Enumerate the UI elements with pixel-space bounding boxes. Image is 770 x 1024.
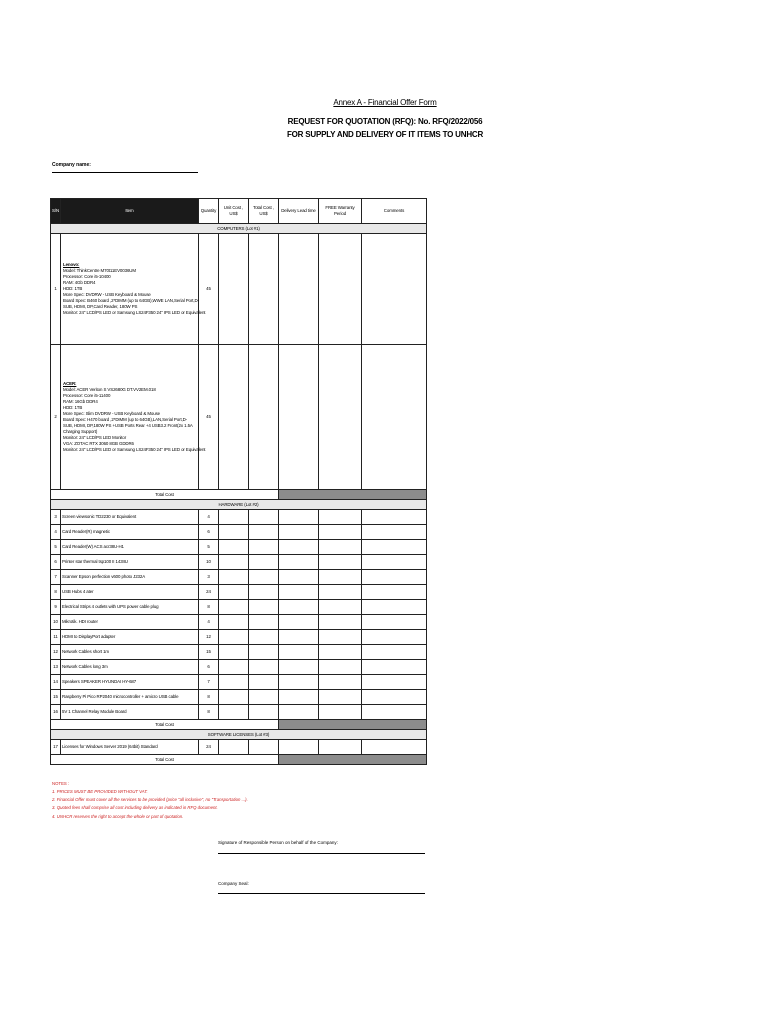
sn-cell: 14 bbox=[51, 675, 61, 690]
table-row bbox=[51, 675, 427, 690]
notes-block bbox=[52, 780, 248, 821]
spec-line: Model: ACER Veriton S VS2680G DT.VV2EM.018 bbox=[63, 387, 156, 393]
warranty-cell[interactable] bbox=[319, 555, 362, 570]
financial-offer-table bbox=[50, 198, 427, 765]
unit-cost-cell[interactable] bbox=[219, 690, 249, 705]
total-cost-cell[interactable] bbox=[249, 600, 279, 615]
delivery-cell[interactable] bbox=[279, 675, 319, 690]
comments-cell[interactable] bbox=[362, 645, 427, 660]
comments-cell[interactable] bbox=[362, 740, 427, 755]
quantity-cell: 45 bbox=[199, 234, 219, 345]
spec-line: SUB, HDMI, DP,Card Reader, 180W PS bbox=[63, 303, 138, 309]
spec-line: Processor: Core i5-10400 bbox=[63, 274, 111, 280]
unit-cost-cell[interactable] bbox=[219, 600, 249, 615]
unit-cost-cell[interactable] bbox=[219, 540, 249, 555]
quantity-cell: 10 bbox=[199, 555, 219, 570]
delivery-cell[interactable] bbox=[279, 555, 319, 570]
total-cost-cell[interactable] bbox=[249, 555, 279, 570]
note-item: 3. Quoted fees shall comprise all cost including delivery as indicated in RFQ document. bbox=[52, 805, 218, 811]
col-header-delivery: Delivery Lead time bbox=[279, 199, 319, 224]
item-cell: Card Reader(W) ACS acr38U-H1 bbox=[61, 540, 199, 555]
delivery-cell[interactable] bbox=[279, 660, 319, 675]
table-row bbox=[51, 510, 427, 525]
section-lot3-label: SOFTWARE LICENSES (Lot #3) bbox=[51, 730, 427, 740]
quantity-cell: 6 bbox=[199, 660, 219, 675]
comments-cell[interactable] bbox=[362, 585, 427, 600]
spec-line: More Spec: DVDRW - USB Keyboard & Mouse bbox=[63, 291, 151, 297]
signature-field[interactable] bbox=[218, 853, 425, 854]
quantity-cell: 15 bbox=[199, 645, 219, 660]
warranty-cell[interactable] bbox=[319, 570, 362, 585]
sn-cell: 2 bbox=[51, 345, 61, 490]
table-row bbox=[51, 615, 427, 630]
delivery-cell[interactable] bbox=[279, 585, 319, 600]
total-shaded-cell bbox=[279, 720, 427, 730]
total-cost-cell[interactable] bbox=[249, 585, 279, 600]
section-lot2 bbox=[51, 500, 427, 510]
spec-line: Processor: Core i5-11400 bbox=[63, 393, 111, 399]
spec-line: Monitor: 24" LCD/PS LED Monitor bbox=[63, 434, 127, 440]
spec-line: RAM: 16Gb DDR4 bbox=[63, 399, 98, 405]
signature-label: Signature of Responsible Person on behalf of the Company: bbox=[218, 840, 338, 845]
quantity-cell: 4 bbox=[199, 615, 219, 630]
total-cost-cell[interactable] bbox=[249, 740, 279, 755]
comments-cell[interactable] bbox=[362, 660, 427, 675]
total-shaded-cell bbox=[279, 755, 427, 765]
quantity-cell: 5 bbox=[199, 540, 219, 555]
sn-cell: 6 bbox=[51, 555, 61, 570]
section-lot1 bbox=[51, 224, 427, 234]
warranty-cell[interactable] bbox=[319, 615, 362, 630]
warranty-cell[interactable] bbox=[319, 234, 362, 345]
notes-heading: NOTES : bbox=[52, 781, 70, 786]
item-cell: Mikrotik. HDI router bbox=[61, 615, 199, 630]
section-lot2-label: HARDWARE (Lot #2) bbox=[51, 500, 427, 510]
total-cost-label: Total Cost bbox=[51, 720, 279, 730]
company-name-field[interactable] bbox=[52, 172, 198, 173]
delivery-cell[interactable] bbox=[279, 510, 319, 525]
col-header-quantity: Quantity bbox=[199, 199, 219, 224]
quantity-cell: 4 bbox=[199, 510, 219, 525]
brand-name: Lenovo: bbox=[63, 262, 80, 268]
spec-line: Board Spec: B460 board ,2*DIMM (up to 64GB),WWE LAN,Serial Port,D- bbox=[63, 297, 199, 303]
table-row bbox=[51, 540, 427, 555]
warranty-cell[interactable] bbox=[319, 345, 362, 490]
warranty-cell[interactable] bbox=[319, 645, 362, 660]
total-cost-label: Total Cost bbox=[51, 490, 279, 500]
comments-cell[interactable] bbox=[362, 570, 427, 585]
table-row bbox=[51, 705, 427, 720]
quantity-cell: 6 bbox=[199, 525, 219, 540]
unit-cost-cell[interactable] bbox=[219, 615, 249, 630]
item-cell: Network Cables short 1m bbox=[61, 645, 199, 660]
spec-line: RAM: 4Gb DDR4 bbox=[63, 280, 96, 286]
total-cost-cell[interactable] bbox=[249, 525, 279, 540]
lot1-label: COMPUTERS (Lot #1) bbox=[51, 224, 427, 234]
unit-cost-cell[interactable] bbox=[219, 570, 249, 585]
note-item: 1. PRICES MUST BE PROVIDED WITHOUT VAT. bbox=[52, 789, 148, 795]
total-cost-cell[interactable] bbox=[249, 570, 279, 585]
warranty-cell[interactable] bbox=[319, 540, 362, 555]
rfq-number: REQUEST FOR QUOTATION (RFQ): No. RFQ/2022/056 bbox=[287, 117, 483, 126]
delivery-cell[interactable] bbox=[279, 345, 319, 490]
unit-cost-cell[interactable] bbox=[219, 630, 249, 645]
item-cell: Electrical Strips 4 outlets with UPS power cable plug bbox=[61, 600, 199, 615]
unit-cost-cell[interactable] bbox=[219, 555, 249, 570]
unit-cost-cell[interactable] bbox=[219, 345, 249, 490]
warranty-cell[interactable] bbox=[319, 630, 362, 645]
total-shaded-cell bbox=[279, 490, 427, 500]
total-cost-cell[interactable] bbox=[249, 690, 279, 705]
col-header-unit-cost: Unit Cost , US$ bbox=[219, 199, 249, 224]
comments-cell[interactable] bbox=[362, 540, 427, 555]
total-cost-cell[interactable] bbox=[249, 660, 279, 675]
sn-cell: 8 bbox=[51, 585, 61, 600]
unit-cost-cell[interactable] bbox=[219, 660, 249, 675]
company-name-label: Company name: bbox=[52, 162, 91, 168]
table-row bbox=[51, 555, 427, 570]
sn-cell: 17 bbox=[51, 740, 61, 755]
spec-line: Monitor: 24" LCD/PS LED or Samsung LS24F350 24" IPS LED or Equivalent bbox=[63, 446, 206, 452]
table-row bbox=[51, 645, 427, 660]
delivery-cell[interactable] bbox=[279, 615, 319, 630]
item-cell: 5V 1 Channel Relay Module Board bbox=[61, 705, 199, 720]
item-cell: HDMI to DisplayPort adapter bbox=[61, 630, 199, 645]
total-cost-cell[interactable] bbox=[249, 645, 279, 660]
unit-cost-cell[interactable] bbox=[219, 740, 249, 755]
item-cell: Licenses for Windows Server 2019 (64bit) Standard bbox=[61, 740, 199, 755]
item-cell: Scanner Epson perfection v600 photo J232A bbox=[61, 570, 199, 585]
col-header-warranty: FREE Warranty Period bbox=[319, 199, 362, 224]
quantity-cell: 8 bbox=[199, 600, 219, 615]
warranty-cell[interactable] bbox=[319, 510, 362, 525]
unit-cost-cell[interactable] bbox=[219, 585, 249, 600]
table-row bbox=[51, 660, 427, 675]
total-cost-label: Total Cost bbox=[51, 755, 279, 765]
total-cost-cell[interactable] bbox=[249, 345, 279, 490]
warranty-cell[interactable] bbox=[319, 585, 362, 600]
unit-cost-cell[interactable] bbox=[219, 675, 249, 690]
sn-cell: 9 bbox=[51, 600, 61, 615]
comments-cell[interactable] bbox=[362, 690, 427, 705]
delivery-cell[interactable] bbox=[279, 690, 319, 705]
col-header-sn: S/N bbox=[51, 199, 61, 224]
delivery-cell[interactable] bbox=[279, 740, 319, 755]
quantity-cell: 24 bbox=[199, 740, 219, 755]
total-cost-cell[interactable] bbox=[249, 630, 279, 645]
delivery-cell[interactable] bbox=[279, 645, 319, 660]
sn-cell: 13 bbox=[51, 660, 61, 675]
total-cost-cell[interactable] bbox=[249, 675, 279, 690]
comments-cell[interactable] bbox=[362, 630, 427, 645]
sn-cell: 10 bbox=[51, 615, 61, 630]
comments-cell[interactable] bbox=[362, 615, 427, 630]
total-cost-cell[interactable] bbox=[249, 234, 279, 345]
total-cost-row bbox=[51, 755, 427, 765]
comments-cell[interactable] bbox=[362, 525, 427, 540]
spec-line: More Spec: Slim DVDRW - USB Keyboard & Mouse bbox=[63, 411, 161, 417]
table-row bbox=[51, 690, 427, 705]
delivery-cell[interactable] bbox=[279, 525, 319, 540]
warranty-cell[interactable] bbox=[319, 690, 362, 705]
item-spec-cell bbox=[61, 234, 206, 345]
delivery-cell[interactable] bbox=[279, 570, 319, 585]
comments-cell[interactable] bbox=[362, 675, 427, 690]
total-cost-row bbox=[51, 490, 427, 500]
unit-cost-cell[interactable] bbox=[219, 234, 249, 345]
total-cost-cell[interactable] bbox=[249, 615, 279, 630]
item-cell: Raspberry Pi Pico RP2040 microcontroller + amicro USB cable bbox=[61, 690, 199, 705]
col-header-comments: Comments bbox=[362, 199, 427, 224]
comments-cell[interactable] bbox=[362, 555, 427, 570]
table-row bbox=[51, 570, 427, 585]
col-header-item: Item bbox=[61, 199, 199, 224]
comments-cell[interactable] bbox=[362, 510, 427, 525]
comments-cell[interactable] bbox=[362, 600, 427, 615]
computer-row bbox=[51, 234, 427, 345]
comments-cell[interactable] bbox=[362, 705, 427, 720]
total-cost-cell[interactable] bbox=[249, 705, 279, 720]
quantity-cell: 3 bbox=[199, 570, 219, 585]
quantity-cell: 8 bbox=[199, 705, 219, 720]
spec-line: HDD: 1TB bbox=[63, 405, 83, 411]
spec-line: Monitor: 24" LCD/PS LED or Samsung LS24F350 24" IPS LED or Equivalent bbox=[63, 309, 206, 315]
item-cell: USB Hubs 4 ater bbox=[61, 585, 199, 600]
table-row bbox=[51, 630, 427, 645]
item-cell: Card Reader(R) magnetic bbox=[61, 525, 199, 540]
spec-line: HDD: 1TB bbox=[63, 286, 83, 292]
company-seal-field[interactable] bbox=[218, 893, 425, 894]
unit-cost-cell[interactable] bbox=[219, 510, 249, 525]
item-cell: Network Cables long 3m bbox=[61, 660, 199, 675]
table-row bbox=[51, 525, 427, 540]
sn-cell: 12 bbox=[51, 645, 61, 660]
table-row bbox=[51, 600, 427, 615]
delivery-cell[interactable] bbox=[279, 705, 319, 720]
comments-cell[interactable] bbox=[362, 345, 427, 490]
item-cell: Printer star thermal tsp100 II 143IIU bbox=[61, 555, 199, 570]
unit-cost-cell[interactable] bbox=[219, 645, 249, 660]
note-item: 2. Financial Offer must cover all the services to be provided (price "all inclusive", no "Transportation ...). bbox=[52, 797, 248, 803]
spec-line: Charging Support) bbox=[63, 428, 98, 434]
table-row bbox=[51, 585, 427, 600]
note-item: 4. UNHCR reserves the right to accept the whole or part of quotation. bbox=[52, 813, 184, 819]
comments-cell[interactable] bbox=[362, 234, 427, 345]
warranty-cell[interactable] bbox=[319, 740, 362, 755]
delivery-cell[interactable] bbox=[279, 630, 319, 645]
total-cost-cell[interactable] bbox=[249, 510, 279, 525]
warranty-cell[interactable] bbox=[319, 600, 362, 615]
warranty-cell[interactable] bbox=[319, 660, 362, 675]
computer-row bbox=[51, 345, 427, 490]
quantity-cell: 24 bbox=[199, 585, 219, 600]
quantity-cell: 45 bbox=[199, 345, 219, 490]
warranty-cell[interactable] bbox=[319, 705, 362, 720]
quantity-cell: 12 bbox=[199, 630, 219, 645]
table-row bbox=[51, 740, 427, 755]
delivery-cell[interactable] bbox=[279, 234, 319, 345]
sn-cell: 5 bbox=[51, 540, 61, 555]
rfq-subject: FOR SUPPLY AND DELIVERY OF IT ITEMS TO UNHCR bbox=[286, 130, 484, 139]
spec-line: Board Spec: H470 board ,2*DIMM (up to 64GB),LAN,Serial Port,D- bbox=[63, 417, 188, 422]
col-header-total-cost: Total Cost , US$ bbox=[249, 199, 279, 224]
sn-cell: 3 bbox=[51, 510, 61, 525]
sn-cell: 15 bbox=[51, 690, 61, 705]
section-lot3 bbox=[51, 730, 427, 740]
quantity-cell: 7 bbox=[199, 675, 219, 690]
total-cost-cell[interactable] bbox=[249, 540, 279, 555]
spec-line: Model: ThinkCentre M70t11EV0036UM bbox=[63, 268, 136, 274]
unit-cost-cell[interactable] bbox=[219, 705, 249, 720]
sn-cell: 11 bbox=[51, 630, 61, 645]
item-spec-cell bbox=[61, 345, 206, 490]
sn-cell: 1 bbox=[51, 234, 61, 345]
sn-cell: 4 bbox=[51, 525, 61, 540]
warranty-cell[interactable] bbox=[319, 525, 362, 540]
brand-name: ACER: bbox=[63, 381, 77, 387]
item-cell: Screen viewsonic TD2230 or Equivalent bbox=[61, 510, 199, 525]
annex-title: Annex A - Financial Offer Form bbox=[333, 98, 437, 107]
table-header-row bbox=[51, 199, 427, 224]
total-cost-row bbox=[51, 720, 427, 730]
quantity-cell: 8 bbox=[199, 690, 219, 705]
delivery-cell[interactable] bbox=[279, 600, 319, 615]
delivery-cell[interactable] bbox=[279, 540, 319, 555]
company-seal-label: Company Seal: bbox=[218, 881, 249, 886]
unit-cost-cell[interactable] bbox=[219, 525, 249, 540]
spec-line: SUB, HDMI, DP,180W PS +USB Ports Rear +4 USB3.2 Front(2x 1.5A bbox=[63, 422, 193, 428]
sn-cell: 16 bbox=[51, 705, 61, 720]
item-cell: Speakers SPEAKER HYUNDAI HY-687 bbox=[61, 675, 199, 690]
warranty-cell[interactable] bbox=[319, 675, 362, 690]
sn-cell: 7 bbox=[51, 570, 61, 585]
spec-line: VGA: ZOTAC RTX 3060 8GB GDDR6 bbox=[63, 440, 134, 446]
